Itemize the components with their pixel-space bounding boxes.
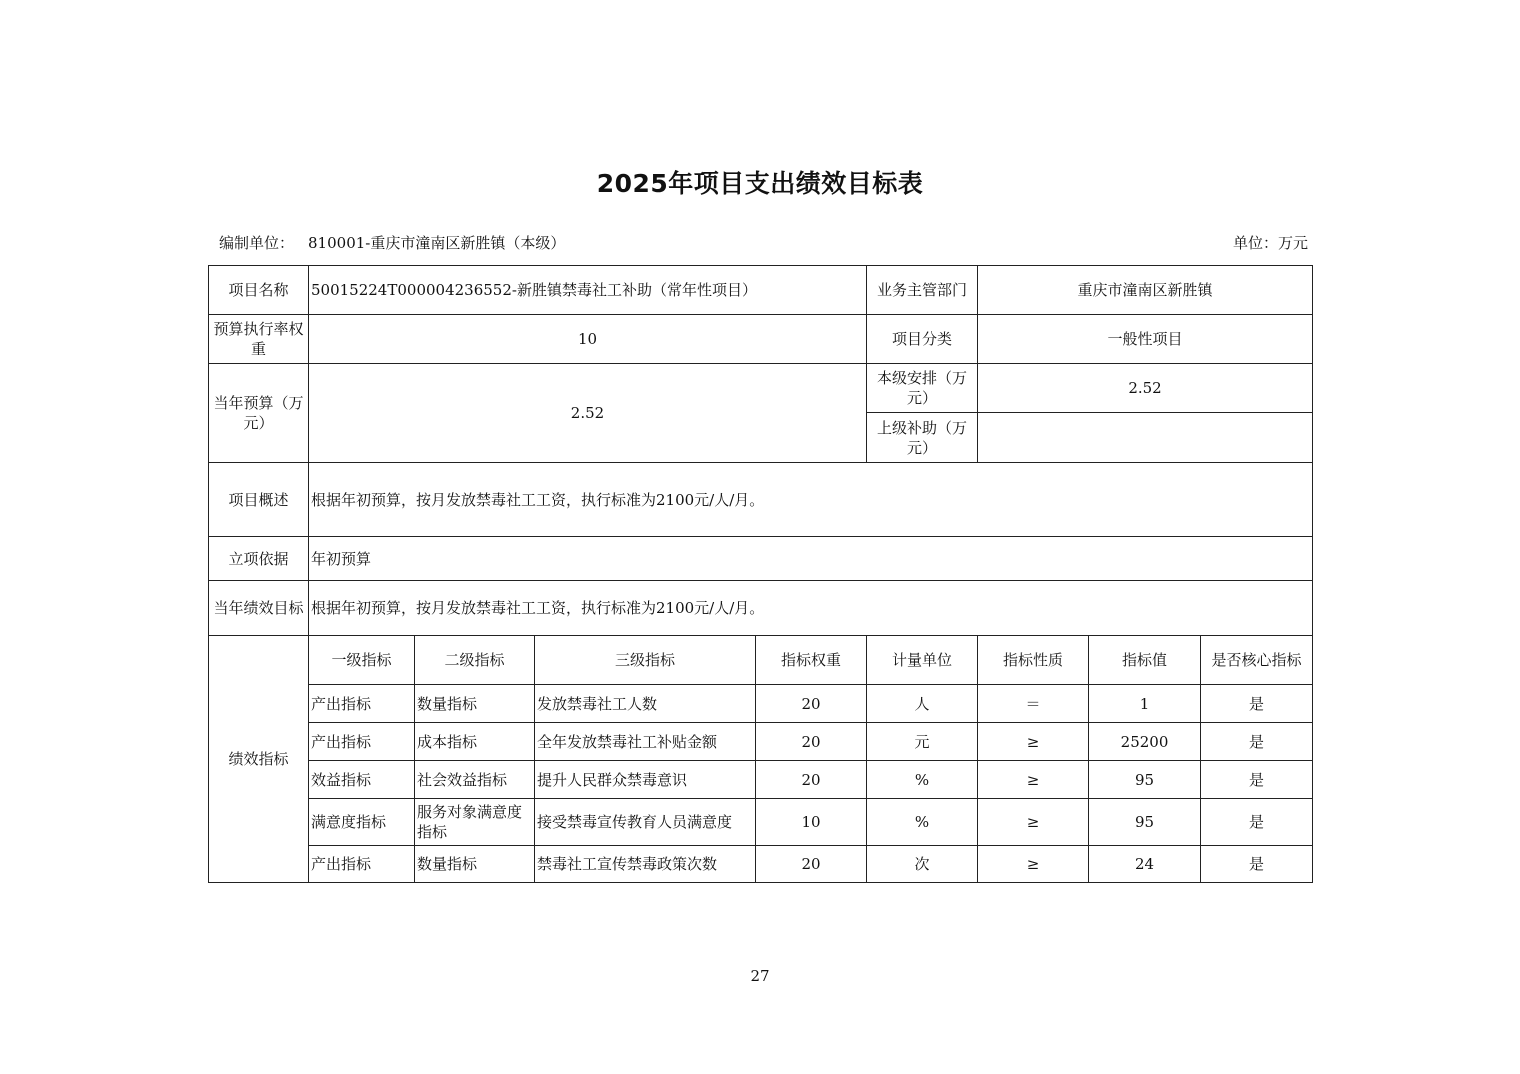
project-name-value: 50015224T000004236552-新胜镇禁毒社工补助（常年性项目） xyxy=(309,266,867,315)
row-project-name xyxy=(209,266,1313,315)
level3-cell: 全年发放禁毒社工补贴金额 xyxy=(535,723,756,761)
level3-cell: 禁毒社工宣传禁毒政策次数 xyxy=(535,846,756,883)
weight-cell: 20 xyxy=(756,846,867,883)
table-row xyxy=(209,846,1313,883)
table-row xyxy=(209,799,1313,846)
table-row xyxy=(209,723,1313,761)
core-cell: 是 xyxy=(1201,723,1313,761)
unit-cell: % xyxy=(867,761,978,799)
unit-cell: 次 xyxy=(867,846,978,883)
weight-cell: 20 xyxy=(756,761,867,799)
budget-value: 2.52 xyxy=(309,364,867,463)
project-name-label: 项目名称 xyxy=(209,266,309,315)
goal-value: 根据年初预算，按月发放禁毒社工工资，执行标准为2100元/人/月。 xyxy=(309,581,1313,636)
level2-cell: 成本指标 xyxy=(415,723,535,761)
weight-cell: 20 xyxy=(756,723,867,761)
org-label: 编制单位： xyxy=(219,234,295,252)
level1-cell: 产出指标 xyxy=(309,846,415,883)
nature-cell: ≥ xyxy=(978,761,1089,799)
level1-cell: 产出指标 xyxy=(309,723,415,761)
goal-label: 当年绩效目标 xyxy=(209,581,309,636)
core-cell: 是 xyxy=(1201,799,1313,846)
overview-label: 项目概述 xyxy=(209,463,309,537)
value-cell: 25200 xyxy=(1089,723,1201,761)
unit-cell: 人 xyxy=(867,685,978,723)
page-title: 2025年项目支出绩效目标表 xyxy=(596,169,924,198)
upper-subsidy-value xyxy=(978,413,1313,463)
page-number: 27 xyxy=(750,967,770,985)
table-row xyxy=(209,685,1313,723)
weight-label: 预算执行率权重 xyxy=(209,315,309,364)
row-goal xyxy=(209,581,1313,636)
core-cell: 是 xyxy=(1201,685,1313,723)
value-cell: 24 xyxy=(1089,846,1201,883)
dept-label: 业务主管部门 xyxy=(867,266,978,315)
level2-cell: 数量指标 xyxy=(415,685,535,723)
row-basis xyxy=(209,537,1313,581)
basis-label: 立项依据 xyxy=(209,537,309,581)
unit-cell: % xyxy=(867,799,978,846)
upper-subsidy-label: 上级补助（万元） xyxy=(867,413,978,463)
level2-cell: 数量指标 xyxy=(415,846,535,883)
category-label: 项目分类 xyxy=(867,315,978,364)
header-nature: 指标性质 xyxy=(978,636,1089,685)
value-cell: 95 xyxy=(1089,761,1201,799)
local-budget-value: 2.52 xyxy=(978,364,1313,413)
header-level2: 二级指标 xyxy=(415,636,535,685)
unit-label: 单位：万元 xyxy=(1232,234,1308,252)
row-weight xyxy=(209,315,1313,364)
budget-label: 当年预算（万元） xyxy=(209,364,309,463)
org-value: 810001-重庆市潼南区新胜镇（本级） xyxy=(308,234,566,252)
dept-value: 重庆市潼南区新胜镇 xyxy=(978,266,1313,315)
value-cell: 1 xyxy=(1089,685,1201,723)
level1-cell: 产出指标 xyxy=(309,685,415,723)
weight-cell: 10 xyxy=(756,799,867,846)
weight-value: 10 xyxy=(309,315,867,364)
value-cell: 95 xyxy=(1089,799,1201,846)
header-weight: 指标权重 xyxy=(756,636,867,685)
level3-cell: 发放禁毒社工人数 xyxy=(535,685,756,723)
row-budget xyxy=(209,364,1313,413)
org-info xyxy=(219,232,565,253)
level1-cell: 满意度指标 xyxy=(309,799,415,846)
weight-cell: 20 xyxy=(756,685,867,723)
overview-value: 根据年初预算，按月发放禁毒社工工资，执行标准为2100元/人/月。 xyxy=(309,463,1313,537)
nature-cell: ≥ xyxy=(978,799,1089,846)
basis-value: 年初预算 xyxy=(309,537,1313,581)
level3-cell: 提升人民群众禁毒意识 xyxy=(535,761,756,799)
core-cell: 是 xyxy=(1201,846,1313,883)
performance-table xyxy=(208,265,1313,883)
header-level1: 一级指标 xyxy=(309,636,415,685)
header-level3: 三级指标 xyxy=(535,636,756,685)
level2-cell: 社会效益指标 xyxy=(415,761,535,799)
nature-cell: ≥ xyxy=(978,723,1089,761)
row-overview xyxy=(209,463,1313,537)
core-cell: 是 xyxy=(1201,761,1313,799)
level2-cell: 服务对象满意度指标 xyxy=(415,799,535,846)
local-budget-label: 本级安排（万元） xyxy=(867,364,978,413)
header-core: 是否核心指标 xyxy=(1201,636,1313,685)
nature-cell: ＝ xyxy=(978,685,1089,723)
table-row xyxy=(209,761,1313,799)
indicator-section-label: 绩效指标 xyxy=(209,636,309,883)
category-value: 一般性项目 xyxy=(978,315,1313,364)
indicator-header-row xyxy=(209,636,1313,685)
unit-cell: 元 xyxy=(867,723,978,761)
header-unit: 计量单位 xyxy=(867,636,978,685)
header-value: 指标值 xyxy=(1089,636,1201,685)
level3-cell: 接受禁毒宣传教育人员满意度 xyxy=(535,799,756,846)
level1-cell: 效益指标 xyxy=(309,761,415,799)
nature-cell: ≥ xyxy=(978,846,1089,883)
